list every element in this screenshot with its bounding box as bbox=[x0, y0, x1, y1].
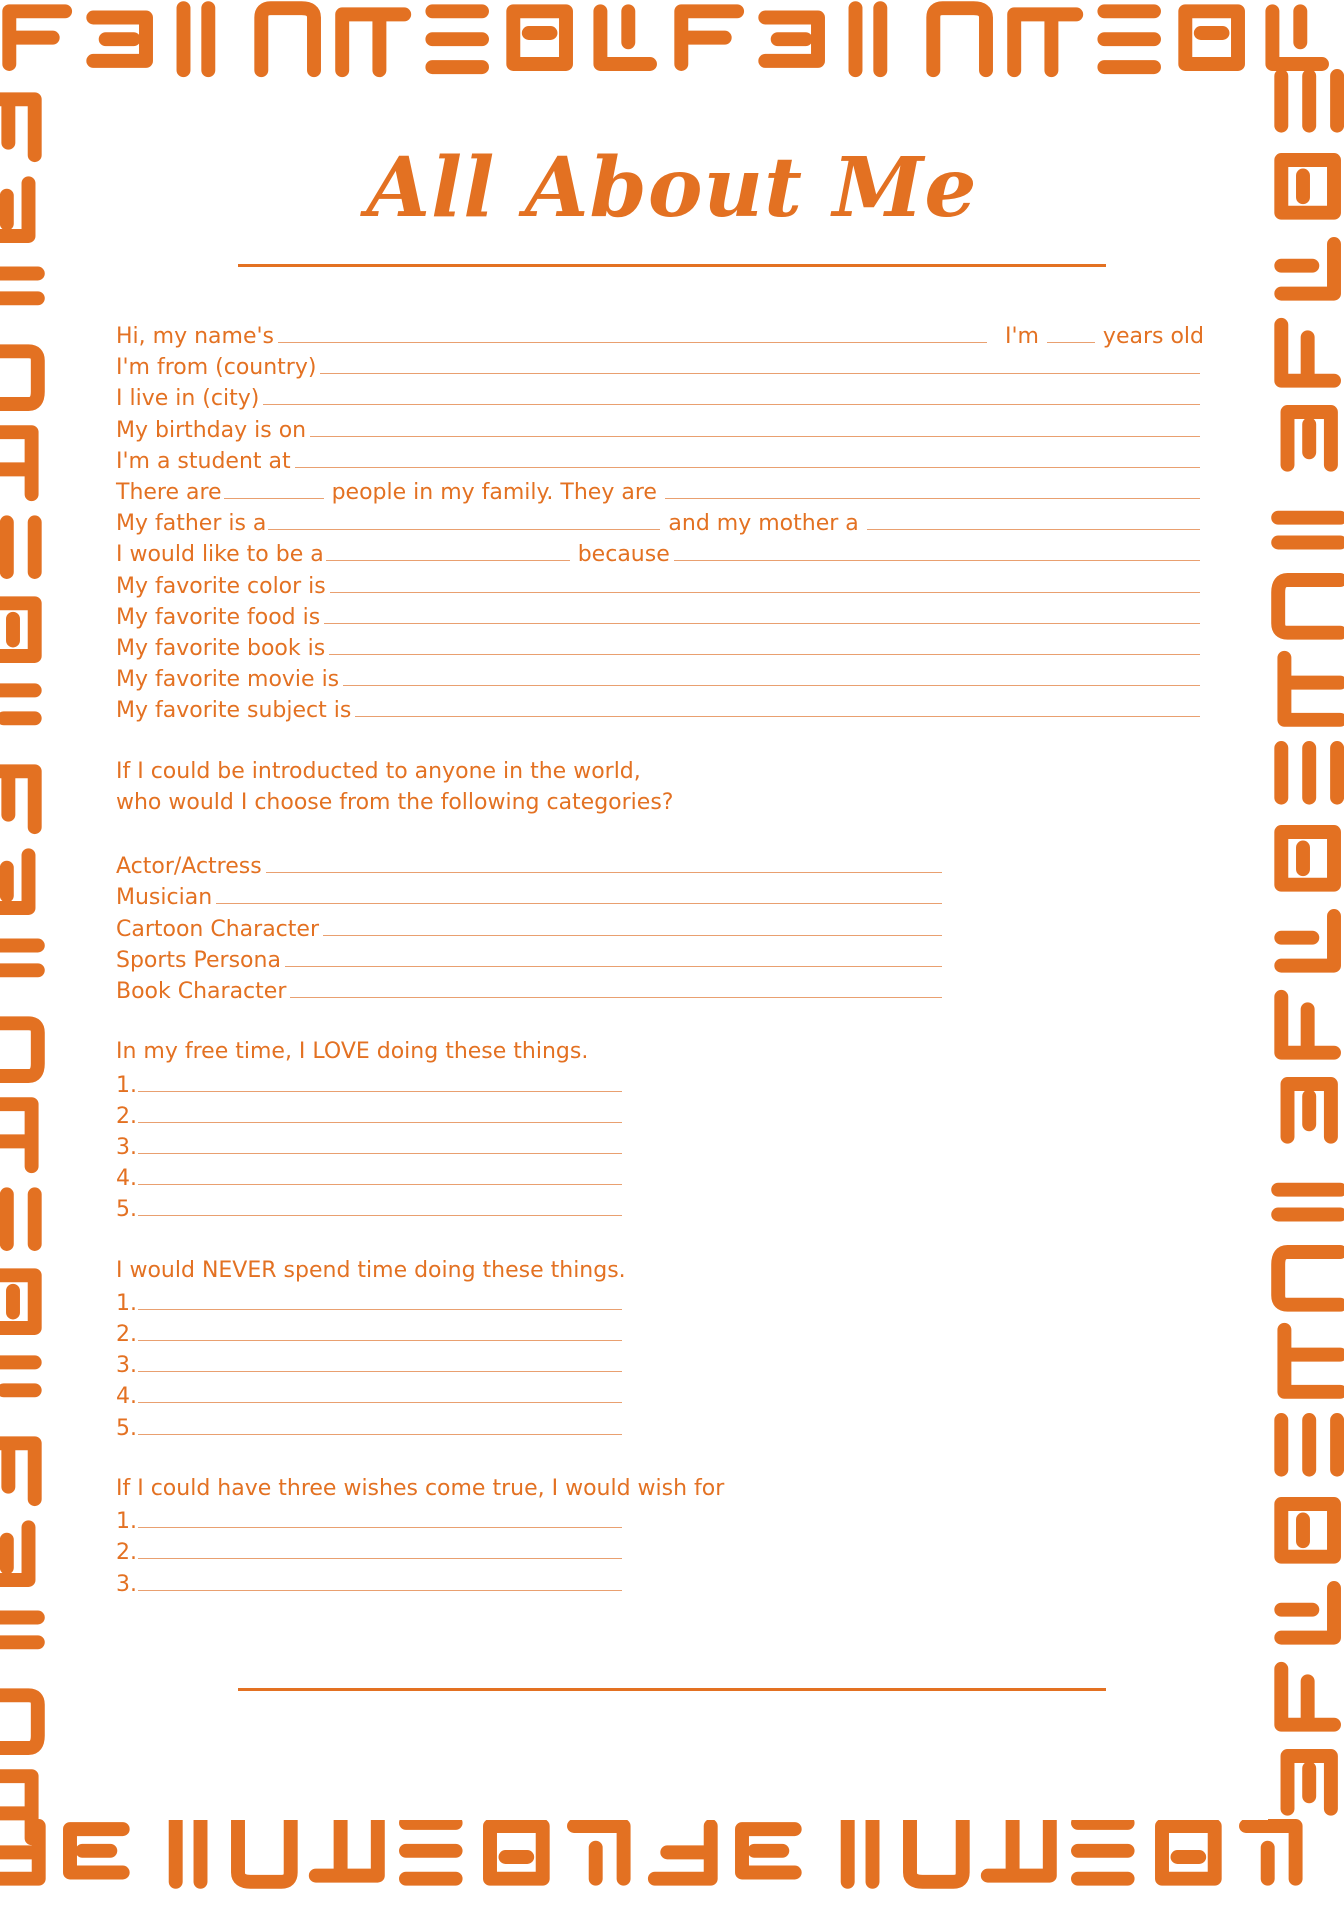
favorite-blank[interactable] bbox=[330, 572, 1200, 593]
love-item bbox=[116, 1102, 626, 1133]
border-glyph bbox=[0, 1443, 35, 1499]
border-glyph bbox=[856, 8, 881, 70]
family-count-blank[interactable] bbox=[224, 478, 324, 499]
category-label: Cartoon Character bbox=[116, 916, 319, 942]
item-number: 2. bbox=[116, 1322, 137, 1347]
introduce-question-line bbox=[116, 759, 1204, 790]
favorite-blank[interactable] bbox=[355, 696, 1200, 717]
love-blank[interactable] bbox=[138, 1164, 622, 1185]
wish-item bbox=[116, 1538, 626, 1569]
favorite-label: My favorite food is bbox=[116, 604, 321, 630]
border-glyph bbox=[1278, 518, 1340, 543]
item-number: 1. bbox=[116, 1290, 137, 1316]
favorite-label: My favorite color is bbox=[116, 573, 326, 599]
never-item bbox=[116, 1289, 626, 1320]
wish-blank[interactable] bbox=[138, 1507, 622, 1528]
never-blank[interactable] bbox=[138, 1382, 622, 1403]
border-glyph bbox=[1284, 658, 1340, 720]
father-label: My father is a bbox=[116, 511, 267, 537]
birthday-row bbox=[116, 416, 1204, 447]
item-number: 5. bbox=[116, 1415, 137, 1441]
category-label: Musician bbox=[116, 885, 213, 911]
love-item bbox=[116, 1164, 626, 1195]
favorite-label: My favorite book is bbox=[116, 635, 326, 661]
border-glyph bbox=[176, 1820, 201, 1882]
border-glyph bbox=[1281, 1504, 1334, 1557]
border-glyph bbox=[600, 11, 650, 64]
introduce-question-text: If I could be introducted to anyone in the world, bbox=[116, 758, 641, 784]
border-glyph bbox=[0, 1104, 32, 1166]
border-glyph bbox=[406, 1823, 456, 1879]
border-glyph bbox=[0, 690, 35, 740]
border-glyph bbox=[742, 1829, 795, 1872]
item-number: 1. bbox=[116, 1072, 137, 1098]
page-title: All About Me bbox=[366, 140, 978, 236]
item-number: 3. bbox=[116, 1571, 137, 1597]
never-blank[interactable] bbox=[138, 1414, 622, 1435]
country-label: I'm from (country) bbox=[116, 355, 317, 381]
category-blank[interactable] bbox=[285, 946, 942, 967]
wish-item bbox=[116, 1507, 626, 1538]
footer-divider bbox=[238, 1688, 1106, 1691]
border-glyph bbox=[574, 1826, 624, 1879]
item-number: 3. bbox=[116, 1353, 137, 1379]
border-glyph bbox=[1281, 832, 1334, 885]
border-glyph bbox=[1281, 997, 1334, 1053]
never-blank[interactable] bbox=[138, 1351, 622, 1372]
family-row bbox=[116, 478, 1204, 509]
never-item bbox=[116, 1320, 626, 1351]
city-row bbox=[116, 384, 1204, 415]
country-blank[interactable] bbox=[320, 353, 1200, 374]
border-glyph bbox=[238, 1820, 291, 1882]
border-glyph bbox=[0, 1527, 29, 1580]
ambition-label: I would like to be a bbox=[116, 542, 324, 568]
border-glyph bbox=[0, 1776, 32, 1838]
introduce-question-line bbox=[116, 790, 1204, 821]
city-label: I live in (city) bbox=[116, 386, 260, 412]
border-glyph bbox=[1288, 1756, 1331, 1809]
border-glyph bbox=[1104, 11, 1154, 67]
category-label: Sports Persona bbox=[116, 947, 281, 973]
border-glyph bbox=[1078, 1823, 1128, 1879]
border-glyph bbox=[1281, 1420, 1337, 1470]
wish-item bbox=[116, 1570, 626, 1601]
item-number: 5. bbox=[116, 1197, 137, 1223]
border-glyph bbox=[1288, 412, 1331, 465]
border-glyph bbox=[933, 8, 986, 70]
border-glyph bbox=[681, 11, 737, 64]
item-number: 4. bbox=[116, 1384, 137, 1410]
love-heading-row bbox=[116, 1039, 1204, 1070]
family-label-pre: There are bbox=[116, 479, 222, 505]
border-glyph bbox=[0, 1023, 38, 1076]
favorite-blank[interactable] bbox=[343, 665, 1200, 686]
item-number: 1. bbox=[116, 1509, 137, 1535]
never-item bbox=[116, 1382, 626, 1413]
love-blank[interactable] bbox=[138, 1102, 622, 1123]
age-label-pre: I'm bbox=[1004, 324, 1039, 349]
border-glyph bbox=[1281, 76, 1337, 126]
favorite-blank[interactable] bbox=[324, 603, 1200, 624]
border-glyph bbox=[0, 771, 35, 827]
student-row bbox=[116, 447, 1204, 478]
category-row bbox=[116, 852, 946, 883]
border-glyph bbox=[0, 274, 38, 299]
favorite-row bbox=[116, 603, 1204, 634]
ambition-row bbox=[116, 540, 1204, 571]
border-glyph bbox=[1185, 11, 1238, 64]
border-glyph bbox=[1281, 1669, 1334, 1725]
love-blank[interactable] bbox=[138, 1071, 622, 1092]
border-glyph bbox=[1246, 1826, 1296, 1879]
father-blank[interactable] bbox=[268, 509, 660, 530]
border-glyph bbox=[1162, 1826, 1215, 1879]
never-item bbox=[116, 1414, 626, 1445]
border-glyph bbox=[342, 14, 404, 70]
love-item bbox=[116, 1071, 626, 1102]
category-blank[interactable] bbox=[216, 883, 942, 904]
border-glyph bbox=[765, 18, 818, 61]
student-blank[interactable] bbox=[295, 447, 1200, 468]
border-glyph bbox=[1281, 748, 1337, 798]
border-glyph bbox=[1278, 1190, 1340, 1215]
name-row bbox=[116, 322, 1204, 353]
favorite-row bbox=[116, 665, 1204, 696]
border-glyph bbox=[1278, 580, 1340, 633]
border-glyph bbox=[316, 1820, 378, 1876]
item-number: 2. bbox=[116, 1540, 137, 1566]
because-blank[interactable] bbox=[674, 540, 1200, 561]
border-glyph bbox=[655, 1826, 711, 1879]
border-glyph bbox=[261, 8, 314, 70]
border-glyph bbox=[988, 1820, 1050, 1876]
category-row bbox=[116, 977, 946, 1008]
border-glyph bbox=[0, 603, 35, 656]
category-label: Book Character bbox=[116, 978, 287, 1004]
favorite-row bbox=[116, 634, 1204, 665]
item-number: 2. bbox=[116, 1103, 137, 1129]
love-blank[interactable] bbox=[138, 1133, 622, 1154]
category-label: Actor/Actress bbox=[116, 854, 262, 880]
border-glyph bbox=[1288, 1084, 1331, 1137]
country-row bbox=[116, 353, 1204, 384]
never-heading: I would NEVER spend time doing these things. bbox=[116, 1257, 626, 1283]
wishes-heading-row bbox=[116, 1476, 1204, 1507]
love-item bbox=[116, 1133, 626, 1164]
birthday-label: My birthday is on bbox=[116, 417, 307, 443]
introduce-question-text: who would I choose from the following categories? bbox=[116, 789, 674, 815]
name-label: Hi, my name's bbox=[116, 324, 274, 349]
category-blank[interactable] bbox=[266, 852, 942, 873]
border-glyph bbox=[9, 11, 65, 64]
border-glyph bbox=[184, 8, 209, 70]
border-glyph bbox=[0, 432, 32, 494]
item-number: 4. bbox=[116, 1166, 137, 1192]
category-blank[interactable] bbox=[290, 977, 942, 998]
ambition-blank[interactable] bbox=[326, 540, 570, 561]
favorite-blank[interactable] bbox=[329, 634, 1200, 655]
favorite-row bbox=[116, 572, 1204, 603]
border-glyph bbox=[93, 18, 146, 61]
border-glyph bbox=[70, 1829, 123, 1872]
parents-row bbox=[116, 509, 1204, 540]
border-glyph bbox=[1014, 14, 1076, 70]
mother-label: and my mother a bbox=[668, 511, 859, 537]
birthday-blank[interactable] bbox=[310, 416, 1200, 437]
border-glyph bbox=[0, 855, 29, 908]
border-glyph bbox=[1281, 916, 1334, 966]
age-blank[interactable] bbox=[1047, 322, 1095, 343]
border-glyph bbox=[0, 1362, 35, 1412]
border-glyph bbox=[432, 11, 482, 67]
border-glyph bbox=[1272, 11, 1322, 64]
never-blank[interactable] bbox=[138, 1289, 622, 1310]
border-glyph bbox=[0, 946, 38, 971]
love-item bbox=[116, 1195, 626, 1226]
city-blank[interactable] bbox=[263, 384, 1200, 405]
border-glyph bbox=[0, 351, 38, 404]
mother-blank[interactable] bbox=[867, 509, 1200, 530]
never-item bbox=[116, 1351, 626, 1382]
category-row bbox=[116, 946, 946, 977]
title-divider bbox=[238, 264, 1106, 267]
favorite-label: My favorite subject is bbox=[116, 698, 352, 724]
category-row bbox=[116, 915, 946, 946]
border-glyph bbox=[490, 1826, 543, 1879]
wish-blank[interactable] bbox=[138, 1538, 622, 1559]
border-glyph bbox=[910, 1820, 963, 1882]
because-label: because bbox=[577, 542, 670, 568]
border-glyph bbox=[0, 1194, 35, 1244]
border-glyph bbox=[513, 11, 566, 64]
favorite-row bbox=[116, 696, 1204, 727]
border-glyph bbox=[0, 1695, 38, 1748]
wish-blank[interactable] bbox=[138, 1570, 622, 1591]
student-label: I'm a student at bbox=[116, 448, 291, 474]
border-glyph bbox=[1281, 244, 1334, 294]
border-glyph bbox=[848, 1820, 873, 1882]
never-blank[interactable] bbox=[138, 1320, 622, 1341]
category-blank[interactable] bbox=[323, 915, 942, 936]
border-glyph bbox=[1284, 1330, 1340, 1392]
family-label-mid: people in my family. They are bbox=[331, 479, 657, 505]
border-glyph bbox=[1281, 1588, 1334, 1638]
favorite-label: My favorite movie is bbox=[116, 667, 340, 693]
family-members-blank[interactable] bbox=[665, 478, 1200, 499]
border-glyph bbox=[0, 1275, 35, 1328]
love-heading: In my free time, I LOVE doing these things. bbox=[116, 1039, 589, 1065]
never-heading-row bbox=[116, 1258, 1204, 1289]
category-row bbox=[116, 883, 946, 914]
item-number: 3. bbox=[116, 1134, 137, 1160]
name-blank[interactable] bbox=[278, 322, 987, 343]
love-blank[interactable] bbox=[138, 1195, 622, 1216]
border-glyph bbox=[0, 522, 35, 572]
border-glyph bbox=[0, 1618, 38, 1643]
border-glyph bbox=[1281, 325, 1334, 381]
wishes-heading: If I could have three wishes come true, I would wish for bbox=[116, 1475, 725, 1501]
border-glyph bbox=[1278, 1252, 1340, 1305]
form-content bbox=[116, 322, 1204, 1601]
age-label-post: years old bbox=[1102, 324, 1204, 349]
